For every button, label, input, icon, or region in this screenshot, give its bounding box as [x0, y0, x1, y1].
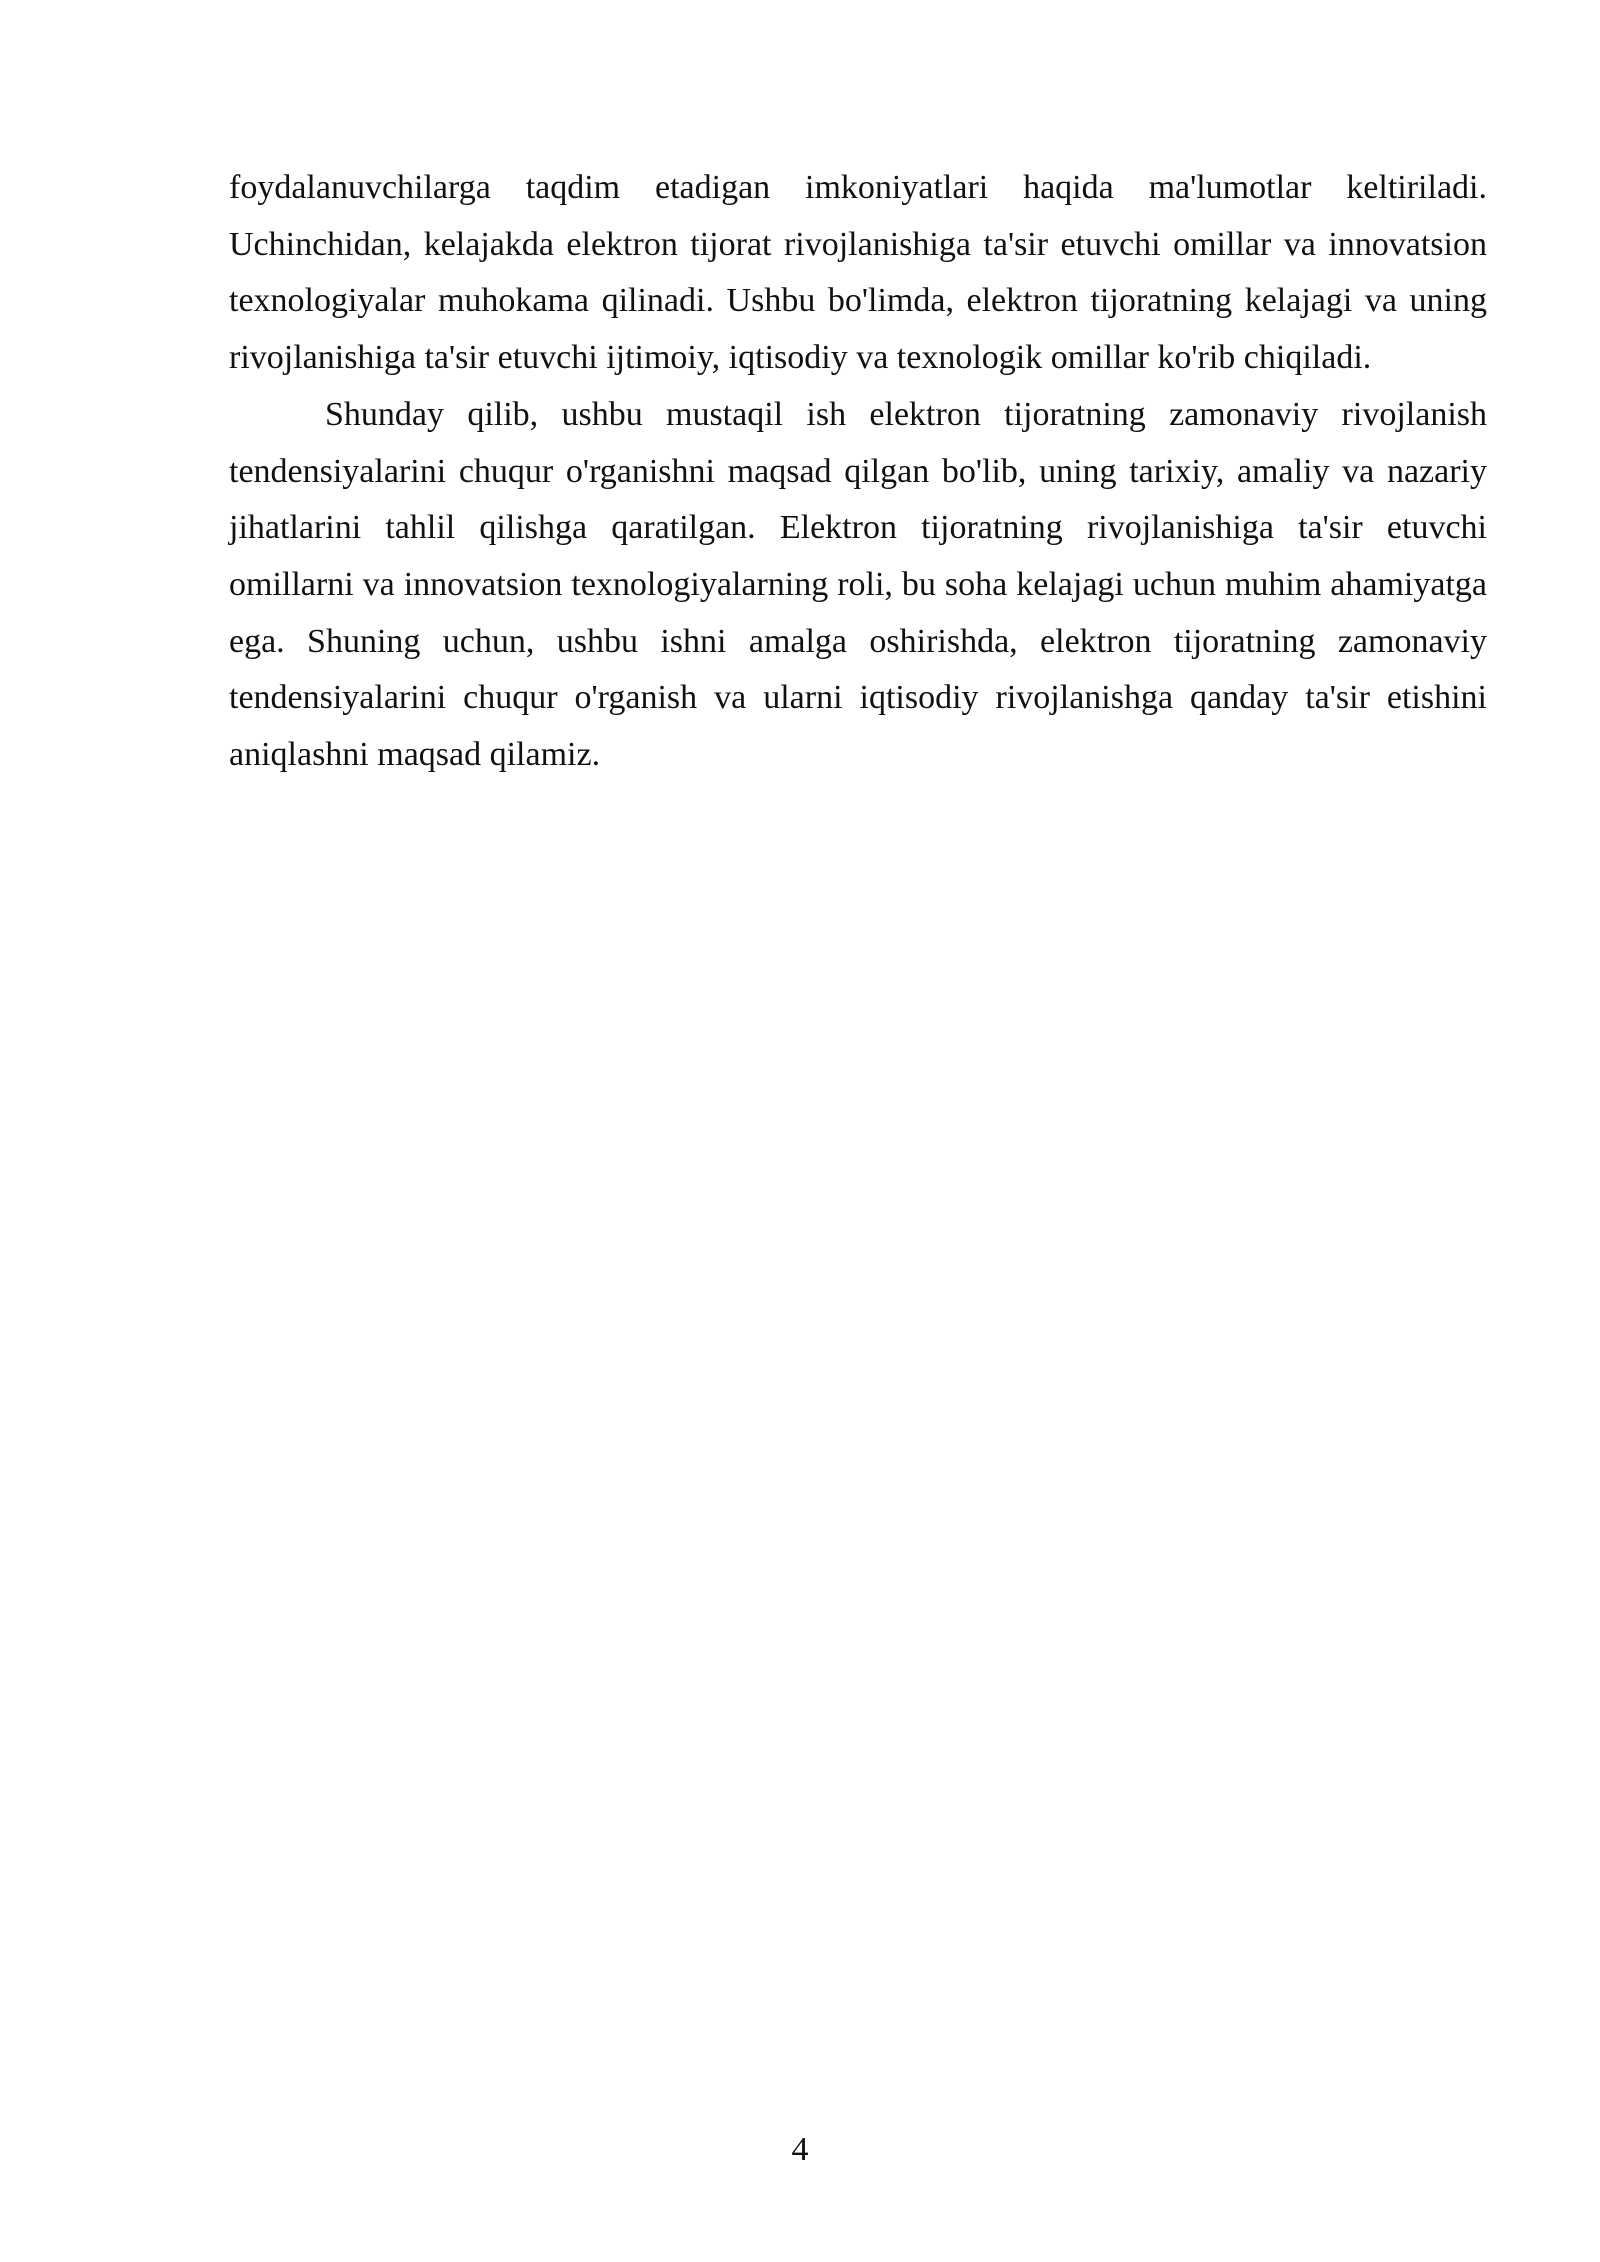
body-text [229, 160, 1487, 784]
paragraph-conclusion: Shunday qilib, ushbu mustaqil ish elektron tijoratning zamonaviy rivojlanish tendensiyalarini chuqur o'rganishni maqsad qilgan bo'lib, uning tarixiy, amaliy va nazariy jihatlarini tahlil qilishga qaratilgan. Elektron tijoratning rivojlanishiga ta'sir etuvchi omillarni va innovatsion texnologiyalarning roli, bu soha kelajagi uchun muhim ahamiyatga ega. Shuning uchun, ushbu ishni amalga oshirishda, elektron tijoratning zamonaviy tendensiyalarini chuqur o'rganish va ularni iqtisodiy rivojlanishga qanday ta'sir etishini aniqlashni maqsad qilamiz. [229, 395, 1487, 774]
page-number: 4 [791, 2131, 809, 2168]
paragraph-continuation: foydalanuvchilarga taqdim etadigan imkoniyatlari haqida ma'lumotlar keltiriladi. Uchinchidan, kelajakda elektron tijorat rivojlanishiga ta'sir etuvchi omillar va innovatsion texnologiyalar muhokama qilinadi. Ushbu bo'limda, elektron tijoratning kelajagi va uning rivojlanishiga ta'sir etuvchi ijtimoiy, iqtisodiy va texnologik omillar ko'rib chiqiladi. [229, 169, 1487, 377]
